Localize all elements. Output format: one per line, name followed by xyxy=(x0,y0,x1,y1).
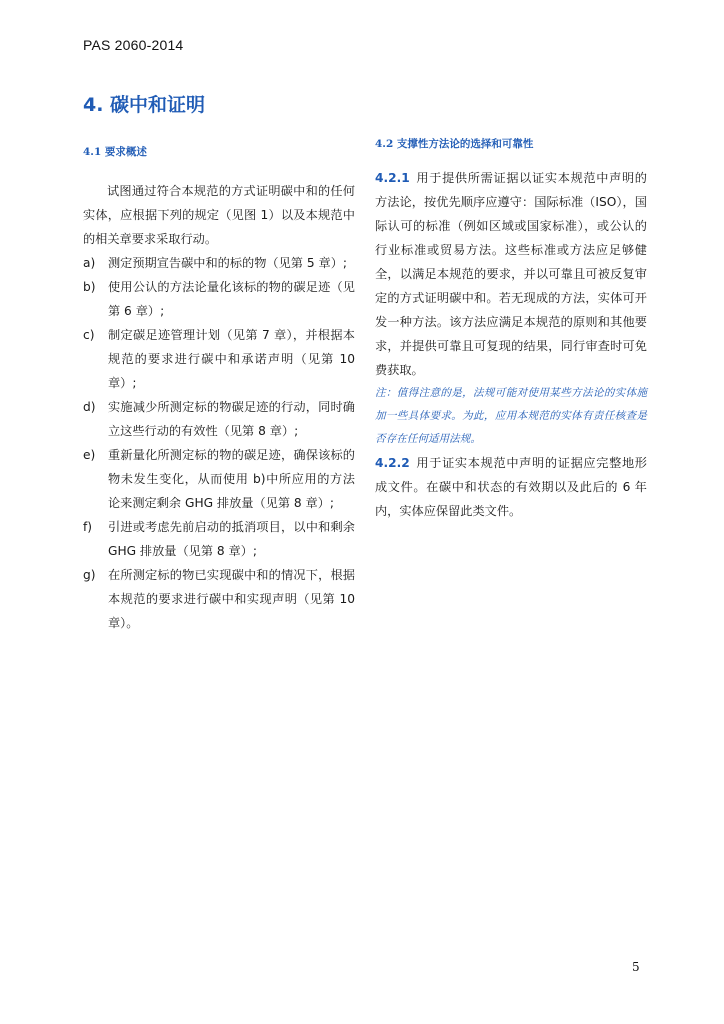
list-marker: a) xyxy=(83,256,96,270)
clause-4-1-heading: 4.1 要求概述 xyxy=(83,146,147,158)
clause-4-2-2-text: 用于证实本规范中声明的证据应完整地形成文件。在碳中和状态的有效期以及此后的 6 年内，实体应保留此类文件。 xyxy=(375,456,647,518)
list-item xyxy=(83,323,355,395)
document-code: PAS 2060-2014 xyxy=(83,37,184,53)
requirements-list xyxy=(83,251,355,635)
clause-4-2-1-text: 用于提供所需证据以证实本规范中声明的方法论，按优先顺序应遵守：国际标准（ISO），国际认可的标准（例如区域或国家标准），或公认的行业标准或贸易方法。这些标准或方法应足够健全，以满足本规范的要求，并以可靠且可被反复审定的方式证明碳中和。若无现成的方法，实体可开发一种方法。该方法应满足本规范的原则和其他要求，并提供可靠且可复现的结果，同行审查时可免费获取。 xyxy=(375,171,647,377)
list-marker: c) xyxy=(83,328,95,342)
list-marker: b) xyxy=(83,280,96,294)
clause-4-2-1 xyxy=(375,166,647,382)
list-item-text: 测定预期宣告碳中和的标的物（见第 5 章）; xyxy=(108,256,347,270)
page-number: 5 xyxy=(632,960,640,974)
list-marker: d) xyxy=(83,400,96,414)
list-item xyxy=(83,251,355,275)
list-marker: e) xyxy=(83,448,96,462)
right-column xyxy=(375,136,647,523)
list-item-text: 引进或考虑先前启动的抵消项目，以中和剩余 GHG 排放量（见第 8 章）; xyxy=(108,520,355,558)
methodology-note: 注：值得注意的是，法规可能对使用某些方法论的实体施加一些具体要求。为此，应用本规范的实体有责任核查是否存在任何适用法规。 xyxy=(375,387,647,445)
list-item-text: 使用公认的方法论量化该标的物的碳足迹（见第 6 章）; xyxy=(108,280,355,318)
list-item xyxy=(83,395,355,443)
list-item-text: 实施减少所测定标的物碳足迹的行动，同时确立这些行动的有效性（见第 8 章）; xyxy=(108,400,355,438)
section-title: 4. 碳中和证明 xyxy=(83,94,206,116)
clause-4-2-2 xyxy=(375,451,647,523)
list-marker: f) xyxy=(83,520,93,534)
list-item xyxy=(83,563,355,635)
clause-4-2-heading: 4.2 支撑性方法论的选择和可靠性 xyxy=(375,138,534,150)
clause-4-1-intro: 试图通过符合本规范的方式证明碳中和的任何实体，应根据下列的规定（见图 1）以及本规范中的相关章要求采取行动。 xyxy=(83,184,355,246)
list-item xyxy=(83,515,355,563)
list-item-text: 在所测定标的物已实现碳中和的情况下，根据本规范的要求进行碳中和实现声明（见第 10 章）。 xyxy=(108,568,355,630)
list-item xyxy=(83,275,355,323)
list-marker: g) xyxy=(83,568,96,582)
clause-4-2-1-number: 4.2.1 xyxy=(375,171,410,185)
list-item-text: 重新量化所测定标的物的碳足迹，确保该标的物未发生变化，从而使用 b)中所应用的方法论来测定剩余 GHG 排放量（见第 8 章）; xyxy=(108,448,355,510)
left-column xyxy=(83,144,355,635)
list-item xyxy=(83,443,355,515)
list-item-text: 制定碳足迹管理计划（见第 7 章），并根据本规范的要求进行碳中和承诺声明（见第 10 章）; xyxy=(108,328,355,390)
clause-4-2-2-number: 4.2.2 xyxy=(375,456,410,470)
